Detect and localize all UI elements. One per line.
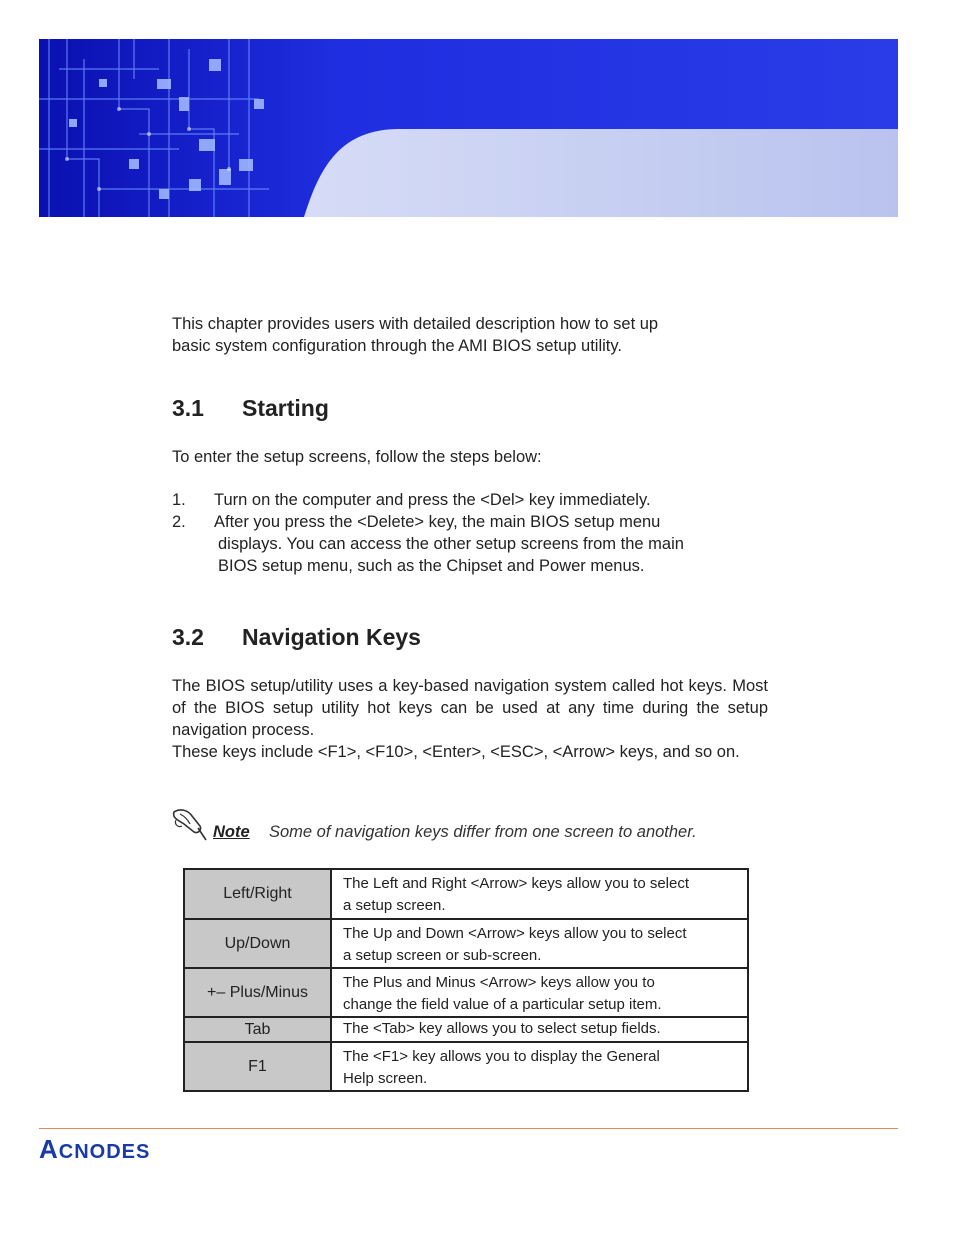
description-cell bbox=[331, 869, 748, 919]
intro-line: This chapter provides users with detailed description how to set up bbox=[172, 315, 659, 333]
key-cell: Up/Down bbox=[184, 919, 331, 968]
description-line: The <Tab> key allows you to select setup fields. bbox=[343, 1020, 661, 1037]
description-line: a setup screen. bbox=[343, 897, 446, 914]
description-line: change the field value of a particular setup item. bbox=[343, 996, 662, 1013]
section-heading-navigation-keys bbox=[172, 624, 421, 651]
header-banner bbox=[39, 39, 898, 217]
step-text: BIOS setup menu, such as the Chipset and Power menus. bbox=[218, 557, 645, 575]
table-row bbox=[184, 919, 748, 968]
step-item bbox=[172, 489, 772, 511]
circuit-board-graphic bbox=[39, 39, 898, 217]
description-cell bbox=[331, 1042, 748, 1091]
acnodes-logo bbox=[39, 1134, 150, 1165]
description-cell bbox=[331, 1017, 748, 1042]
description-line: a setup screen or sub-screen. bbox=[343, 947, 542, 964]
starting-lead: To enter the setup screens, follow the steps below: bbox=[172, 448, 542, 466]
note-callout bbox=[170, 806, 790, 846]
section-title: Starting bbox=[242, 395, 329, 421]
description-cell bbox=[331, 968, 748, 1017]
table-row bbox=[184, 1042, 748, 1091]
table-row bbox=[184, 1017, 748, 1042]
key-cell: Left/Right bbox=[184, 869, 331, 919]
description-line: The Up and Down <Arrow> keys allow you to select bbox=[343, 925, 687, 942]
writing-hand-icon bbox=[170, 806, 210, 842]
section-title: Navigation Keys bbox=[242, 624, 421, 650]
step-item bbox=[172, 511, 772, 577]
navigation-keys-list: These keys include <F1>, <F10>, <Enter>, <ESC>, <Arrow> keys, and so on. bbox=[172, 743, 740, 761]
key-cell: Tab bbox=[184, 1017, 331, 1042]
navigation-paragraph: The BIOS setup/utility uses a key-based navigation system called hot keys. Most of the BIOS setup utility hot keys can be used at any time during the setup navigation process. bbox=[172, 677, 768, 739]
section-heading-starting bbox=[172, 395, 329, 422]
description-line: The <F1> key allows you to display the General bbox=[343, 1048, 660, 1065]
intro-line: basic system configuration through the AMI BIOS setup utility. bbox=[172, 337, 622, 355]
step-text: displays. You can access the other setup screens from the main bbox=[218, 535, 684, 553]
key-cell: +– Plus/Minus bbox=[184, 968, 331, 1017]
key-cell: F1 bbox=[184, 1042, 331, 1091]
section-number: 3.2 bbox=[172, 624, 204, 650]
navigation-keys-table bbox=[183, 868, 749, 1092]
table-row bbox=[184, 869, 748, 919]
table-row bbox=[184, 968, 748, 1017]
description-line: The Plus and Minus <Arrow> keys allow you to bbox=[343, 974, 655, 991]
section-number: 3.1 bbox=[172, 395, 204, 421]
note-text: Some of navigation keys differ from one screen to another. bbox=[269, 823, 697, 841]
footer-divider bbox=[39, 1128, 898, 1129]
step-text: After you press the <Delete> key, the main BIOS setup menu bbox=[214, 513, 661, 531]
step-text: Turn on the computer and press the <Del> key immediately. bbox=[214, 491, 651, 509]
step-number: 2. bbox=[172, 513, 186, 531]
description-cell bbox=[331, 919, 748, 968]
intro-paragraph bbox=[172, 313, 772, 357]
logo-initial: A bbox=[39, 1134, 59, 1164]
logo-wordmark: CNODES bbox=[58, 1141, 151, 1163]
note-label: Note bbox=[213, 823, 250, 841]
description-line: Help screen. bbox=[343, 1070, 428, 1087]
description-line: The Left and Right <Arrow> keys allow you to select bbox=[343, 875, 690, 892]
step-number: 1. bbox=[172, 491, 186, 509]
